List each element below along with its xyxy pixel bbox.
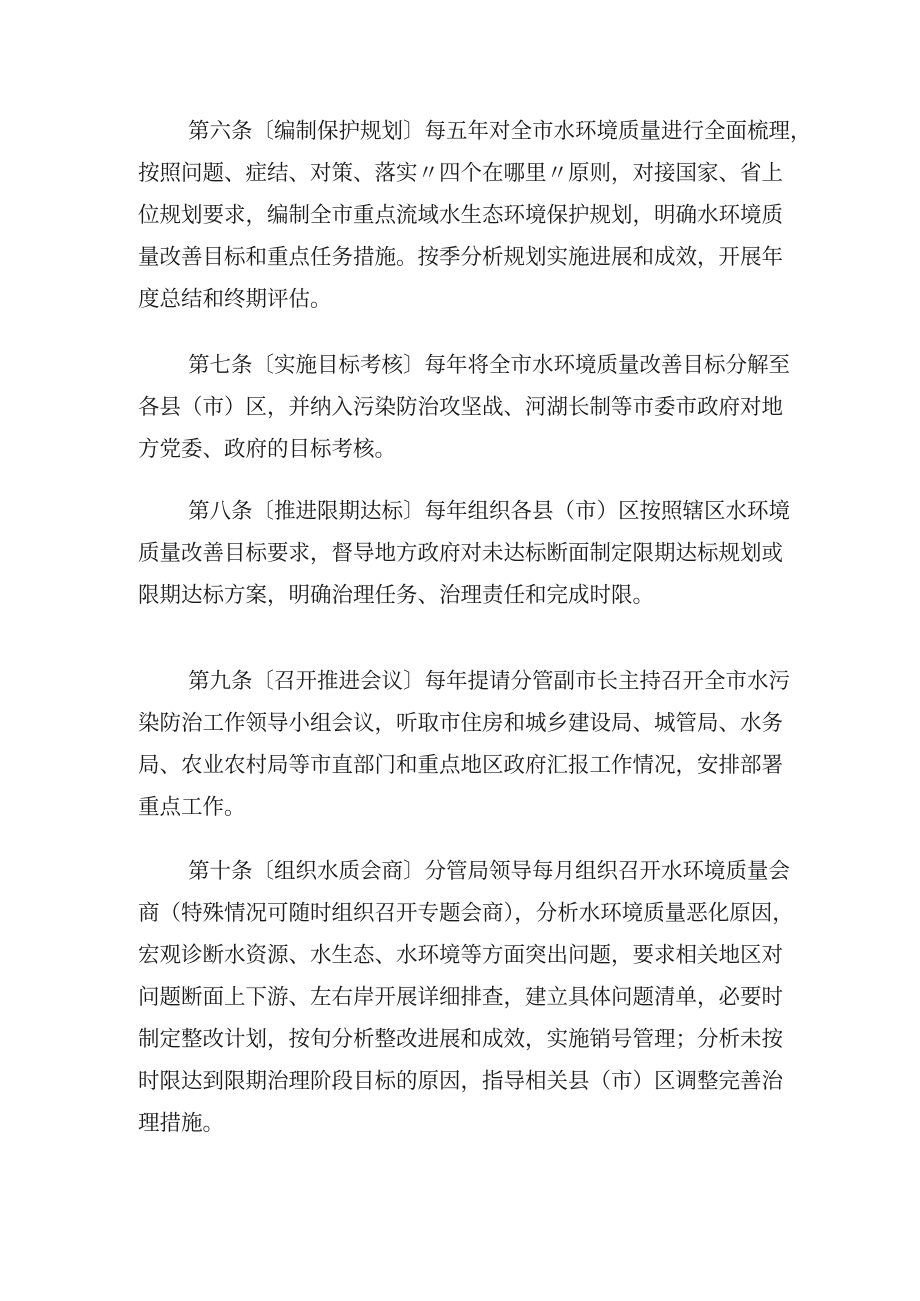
paragraph-line: 宏观诊断水资源、水生态、水环境等方面突出问题，要求相关地区对 (138, 943, 784, 968)
paragraph-line: 第十条〔组织水质会商〕分管局领导每月组织召开水环境质量会 (188, 859, 791, 884)
paragraph-line: 染防治工作领导小组会议，听取市住房和城乡建设局、城管局、水务 (138, 711, 784, 736)
paragraph-line: 商（特殊情况可随时组织召开专题会商），分析水环境质量恶化原因， (138, 901, 794, 926)
paragraph-line: 第八条〔推进限期达标〕每年组织各县（市）区按照辖区水环境 (188, 499, 791, 524)
paragraph-line: 度总结和终期评估。 (138, 287, 332, 312)
paragraph-line: 第九条〔召开推进会议〕每年提请分管副市长主持召开全市水污 (188, 669, 791, 694)
paragraph-line: 制定整改计划，按旬分析整改进展和成效，实施销号管理；分析未按 (138, 1027, 784, 1052)
paragraph-line: 理措施。 (138, 1111, 225, 1136)
paragraph-line: 问题断面上下游、左右岸开展详细排查，建立具体问题清单，必要时 (138, 985, 784, 1010)
paragraph-line: 方党委、政府的目标考核。 (138, 437, 397, 462)
article-10-paragraph (138, 851, 798, 1145)
article-9-paragraph (138, 661, 798, 829)
paragraph-line: 质量改善目标要求，督导地方政府对未达标断面制定限期达标规划或 (138, 541, 784, 566)
paragraph-line: 按照问题、症结、对策、落实〃四个在哪里〃原则，对接国家、省上 (138, 161, 784, 186)
article-6-paragraph (138, 111, 812, 321)
paragraph-line: 各县（市）区，并纳入污染防治攻坚战、河湖长制等市委市政府对地 (138, 395, 784, 420)
article-7-paragraph (138, 345, 798, 471)
paragraph-line: 重点工作。 (138, 795, 246, 820)
paragraph-line: 量改善目标和重点任务措施。按季分析规划实施进展和成效，开展年 (138, 245, 784, 270)
paragraph-line: 局、农业农村局等市直部门和重点地区政府汇报工作情况，安排部署 (138, 753, 784, 778)
paragraph-line: 第七条〔实施目标考核〕每年将全市水环境质量改善目标分解至 (188, 353, 791, 378)
paragraph-line: 时限达到限期治理阶段目标的原因，指导相关县（市）区调整完善治 (138, 1069, 784, 1094)
paragraph-line: 第六条〔编制保护规划〕每五年对全市水环境质量进行全面梳理， (188, 119, 812, 144)
article-8-paragraph (138, 491, 798, 617)
paragraph-line: 限期达标方案，明确治理任务、治理责任和完成时限。 (138, 583, 655, 608)
paragraph-line: 位规划要求，编制全市重点流域水生态环境保护规划，明确水环境质 (138, 203, 784, 228)
